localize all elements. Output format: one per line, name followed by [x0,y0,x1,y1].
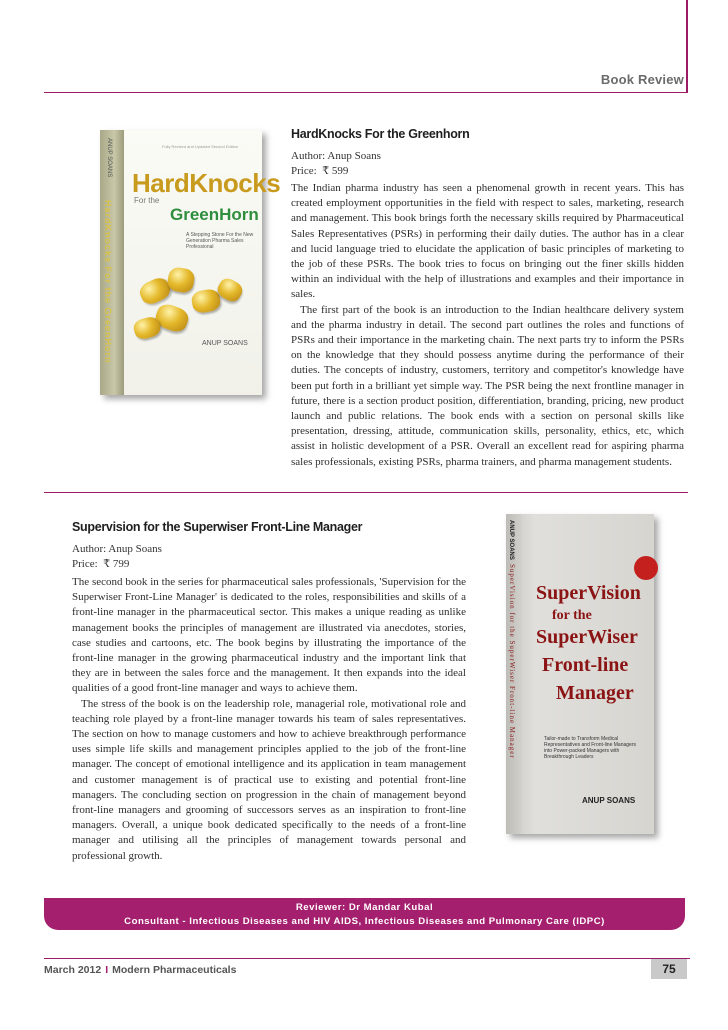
price-value: 799 [112,558,130,570]
review-paragraph: The first part of the book is an introduction to the Indian healthcare delivery system and the pharma industry in detail. The second part outlines the roles and functions of PSRs and their importance in the marketing chain. The next parts try to inform the PSRs on the knowledge that they should possess anytime during the performance of their duties. The concepts of industry, customers, territory and competitor's knowledge have been put forth in a brilliant yet simple way. The PSR being the next frontline manager in future, there is a section product position, differentiation, branding, pricing, new product launch and public relations. The book ends with a section on personal skills like presentation, dressing, attitude, communication skills, personality, ethics, etc, which assist in holistic development of a PSR. Overall an excellent read for aspiring pharma sales professionals, existing PSRs, pharma trainers, and pharma management students. [291,303,684,468]
cover-title-for: For the [134,196,160,205]
author-label: Author: [291,150,326,162]
book-cover-supervision [506,514,654,834]
review-body [291,181,684,470]
footer-separator: I [105,964,109,976]
cover-title-line: for the [552,608,592,623]
author-name: Anup Soans [108,543,162,555]
footer-info [44,964,236,976]
cover-title-line: Front-line [542,654,629,676]
review-author-line [72,542,466,557]
cover-edition-note: Fully Revised and Updated Second Edition [162,144,239,149]
review-supervision [72,520,466,864]
spine-title: HardKnocks For the GreenHorn [103,200,113,364]
review-paragraph: The Indian pharma industry has seen a phenomenal growth in recent years. This has created employment opportunities in the field with respect to sales, marketing, research and management. This book brings forth the necessary skills required by Pharmaceutical Sales Representatives (PSRs) in performing their daily duties. The author has in a clear and lucid language tried to elucidate the application of basic principles of marketing to the job of these PSRs. The book tries to focus on bringing out the finer skills hidden within an individual with the help of illustrations and examples and their importance in sales. [291,182,684,301]
price-label: Price: [291,165,317,177]
section-divider [44,492,688,493]
cover-tagline: A Stepping Stone For the New Generation Pharma Sales Professional [186,232,254,250]
spine-author: ANUP SOANS [106,138,112,178]
review-price-line [72,557,466,572]
cover-title-green: GreenHorn [170,205,259,224]
capsule-illustration [166,266,196,294]
author-label: Author: [72,543,107,555]
cover-author: ANUP SOANS [202,340,248,347]
cover-badge-icon [634,556,658,580]
page-number: 75 [651,959,687,979]
spine-author: ANUP SOANS [508,520,514,560]
price-value: 599 [331,165,349,177]
review-price-line [291,164,684,179]
review-author-line [291,149,684,164]
publication-name: Modern Pharmaceuticals [112,964,237,976]
price-label: Price: [72,558,98,570]
section-label: Book Review [600,72,684,87]
cover-title-main: HardKnocks [132,168,281,198]
rupee-icon: ₹ [322,165,330,177]
reviewer-banner [44,898,685,930]
reviewer-name: Reviewer: Dr Mandar Kubal [295,902,434,913]
review-title: HardKnocks For the Greenhorn [291,127,470,141]
reviewer-affiliation: Consultant - Infectious Diseases and HIV AIDS, Infectious Diseases and Pulmonary Care (IDPC) [124,916,605,927]
issue-date: March 2012 [44,964,102,976]
review-paragraph: The stress of the book is on the leadership role, managerial role, motivational role and teaching role played by a front-line manager towards his team of sales representatives. The section on how to manage customers and how to achieve breakthrough performance uses simple life skills and management principles applied to the job of the front-line manager. The concept of emotional intelligence and its application in team management and customer management is of practical use to existing and potential front-line managers. The concluding section on progression in the chain of management beyond front-line managers and grooming of successors serves as an inspiration to front-line managers. Overall, a unique book dedicated specifically to the needs of a front-line manager and utilising all the principles of management towards personal and professional growth. [72,697,466,862]
review-title: Supervision for the Superwiser Front-Line Manager [72,520,363,534]
cover-tagline: Tailor-made to Transform Medical Representatives and Front-line Managers into Power-packed Managers with Breakthrough Leaders [544,736,636,760]
author-name: Anup Soans [327,150,381,162]
header-vertical-rule [686,0,688,92]
footer-rule [44,958,690,959]
review-hardknocks [291,127,684,470]
book-cover-hardknocks [100,130,281,395]
cover-title-line: SuperWiser [536,626,638,648]
cover-author: ANUP SOANS [582,796,636,805]
spine-title: SuperVision for the SuperWiser Front-line Manager [508,564,516,759]
rupee-icon: ₹ [103,558,111,570]
cover-title-line: Manager [556,682,634,704]
review-body [72,575,466,864]
header-horizontal-rule [44,92,688,93]
cover-title-line: SuperVision [536,582,641,604]
review-paragraph: The second book in the series for pharmaceutical sales professionals, 'Supervision for the Superwiser Front-Line Manager' is dedicated to the roles, responsibilities and skills of a front-line manager in the pharmaceutical sector. This makes a unique reading as unlike management books the principles of management are illustrated via anecdotes, stories, case studies and cartoons, etc. The book begins by illustrating the importance of the front-line manager in the growing pharmaceutical industry and the important link that they are in between the sales force and the management. It then expands into the ideal qualities of a good front-line manager and ways to achieve them. [72,576,466,695]
